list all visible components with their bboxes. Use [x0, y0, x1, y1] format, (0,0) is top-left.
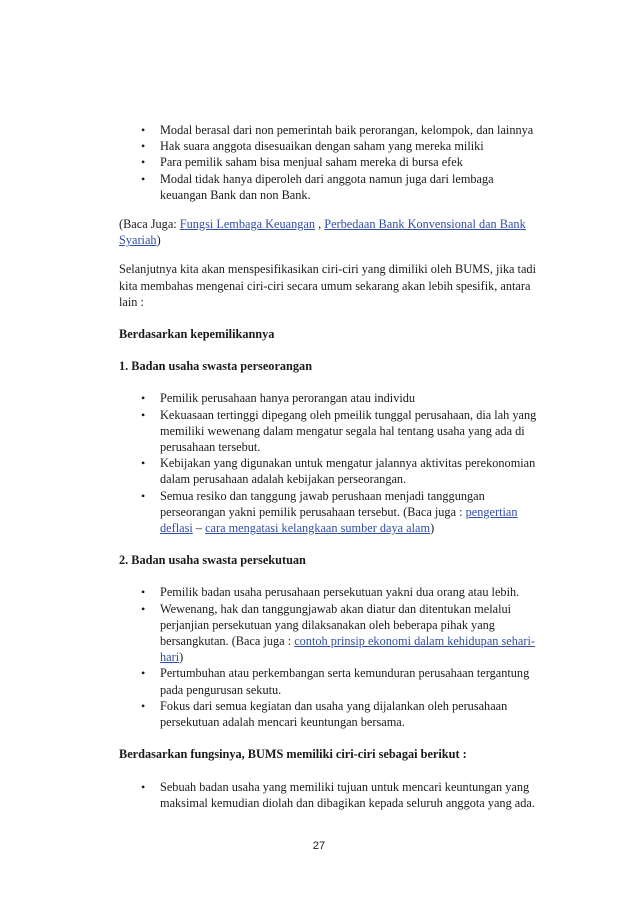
link-contoh-prinsip-ekonomi[interactable]: contoh prinsip ekonomi dalam kehidupan sehari-hari	[160, 634, 535, 665]
baca-juga-suffix: )	[156, 233, 161, 248]
list-item: • Kebijakan yang digunakan untuk mengatur jalannya aktivitas perekonomian dalam perusahaan adalah kebijakan perseorangan.	[119, 455, 539, 487]
link-pengertian-deflasi[interactable]: pengertian deflasi	[160, 504, 518, 536]
heading-sole-proprietorship: 1. Badan usaha swasta perseorangan	[119, 359, 313, 374]
list-item-text: Semua resiko dan tanggung jawab perushaan menjadi tanggungan perseorangan yakni pemilik perusahaan tersebut. (Baca juga :	[160, 488, 485, 519]
list-item-text: Wewenang, hak dan tanggungjawab akan diatur dan ditentukan melalui perjanjian persekutuan yang dilaksanakan oleh beberapa pihak yang bersangkutan. (Baca juga :	[160, 601, 512, 649]
heading-function: Berdasarkan fungsinya, BUMS memiliki ciri-ciri sebagai berikut :	[119, 747, 467, 762]
list-item: • Modal tidak hanya diperoleh dari anggota namun juga dari lembaga keuangan Bank dan non Bank.	[119, 171, 539, 203]
intro-paragraph: Selanjutnya kita akan menspesifikasikan ciri-ciri yang dimiliki oleh BUMS, jika tadi kita membahas mengenai ciri-ciri secara umum sekarang akan lebih spesifik, antara lain :	[119, 262, 536, 309]
list-item-end: )	[179, 650, 184, 665]
link-fungsi-lembaga-keuangan[interactable]: Fungsi Lembaga Keuangan	[179, 217, 316, 232]
function-list	[119, 779, 539, 811]
list-item	[119, 488, 539, 537]
list-item-separator: –	[192, 521, 206, 536]
sole-proprietorship-list	[119, 390, 539, 536]
list-item: • Sebuah badan usaha yang memiliki tujuan untuk mencari keuntungan yang maksimal kemudian diolah dan dibagikan kepada seluruh anggota yang ada.	[119, 779, 539, 811]
list-item: • Fokus dari semua kegiatan dan usaha yang dijalankan oleh perusahaan persekutuan adalah mencari keuntungan bersama.	[119, 698, 539, 730]
list-item: • Hak suara anggota disesuaikan dengan saham yang mereka miliki	[119, 138, 539, 154]
baca-juga-separator: ,	[315, 217, 325, 232]
link-perbedaan-bank[interactable]: Perbedaan Bank Konvensional dan Bank Syariah	[119, 217, 526, 248]
list-item: • Pemilik badan usaha perusahaan persekutuan yakni dua orang atau lebih.	[119, 584, 539, 600]
partnership-list	[119, 584, 539, 730]
list-item: • Modal berasal dari non pemerintah baik perorangan, kelompok, dan lainnya	[119, 122, 539, 138]
heading-ownership: Berdasarkan kepemilikannya	[119, 327, 275, 342]
baca-juga-prefix: (Baca Juga:	[119, 217, 180, 232]
list-item: • Para pemilik saham bisa menjual saham mereka di bursa efek	[119, 154, 539, 170]
list-item-end: )	[430, 521, 435, 536]
page-content	[119, 122, 539, 811]
heading-partnership: 2. Badan usaha swasta persekutuan	[119, 553, 306, 568]
page-number: 27	[312, 840, 326, 852]
baca-juga-paragraph	[119, 216, 539, 248]
list-item	[119, 601, 539, 666]
bums-characteristics-list	[119, 122, 539, 203]
list-item: • Pemilik perusahaan hanya perorangan atau individu	[119, 390, 539, 406]
list-item: • Pertumbuhan atau perkembangan serta kemunduran perusahaan tergantung pada pengurusan sekutu.	[119, 665, 539, 697]
list-item: • Kekuasaan tertinggi dipegang oleh pmeilik tunggal perusahaan, dia lah yang memiliki wewenang dalam mengatur segala hal tentang usaha yang ada di perusahaan tersebut.	[119, 407, 539, 456]
link-kelangkaan-sumber-daya[interactable]: cara mengatasi kelangkaan sumber daya alam	[205, 521, 431, 536]
